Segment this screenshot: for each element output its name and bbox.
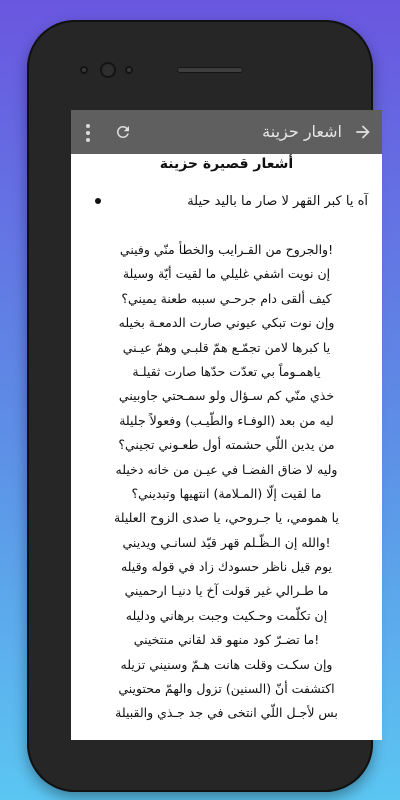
poem-content [71,154,382,740]
poem-line: كيف ألقى دام جرحـي سببه طعنة يميني؟ [121,290,332,306]
poem-lines [71,238,382,726]
poem-line: !والجروح من القـرايب والخطأ منّي وفيني [119,242,334,257]
poem-line: ما طـرالي غير قولت آخ يا دنيـا ارحميني [124,583,329,599]
poem-line: من يدين اللّي حشمته أول طعـوني تجيني؟ [118,437,335,453]
poem-line: ما لقيت إلّا (المـلامة) انتهيها وتبديني؟ [131,485,322,501]
phone-top-bezel [27,20,373,100]
poem-line: وليه لا ضاق الفضـا في عيـن من خانه دخيله [115,461,338,477]
poem-line: إن تكلّمت وحـكيت وجبت برهاني ودليله [125,607,328,623]
bullet-text: آه يا كبر القهر لا صار ما باليد حيلة [187,194,368,209]
poem-line: يوم قيل ناظر حسودك زاد في قوله وقيله [120,559,333,575]
more-vertical-icon[interactable] [85,124,91,142]
earpiece-speaker [177,67,243,73]
phone-frame [27,20,373,792]
sensor-icon [80,66,88,74]
app-toolbar [71,110,382,154]
arrow-right-icon[interactable] [353,122,373,142]
sensor-icon [125,66,133,74]
poem-line: إن نويت اشفي غليلي ما لقيت أيّة وسيلة [122,266,331,282]
page-title: أشعار قصيرة حزينة [159,156,294,172]
poem-line: يا همومي، يا جـروحي، يا صدى الزوح العليلة [114,510,339,526]
refresh-icon[interactable] [114,123,132,141]
poem-line: !ما تضـرّ كود منهو قد لقاني منتخيني [133,632,320,648]
poem-line: وإن نوت تبكي عيوني صارت الدمعـة بخيله [118,315,335,331]
poem-line: !والله إن الـظّـلم قهر قيّد لسانـي ويديني [122,534,331,550]
front-camera-icon [100,62,116,78]
poem-line: خذي منّي كم سـؤال ولو سمـحتي جاوبيني [118,388,335,404]
poem-line: اكتشفت أنّ (السنين) تزول والهمّ محتويني [118,681,335,697]
poem-line: يا كبرها لامن تجمّـع همّ قلبـي وهمّ عيـني [122,339,331,355]
poem-line: وإن سكـت وقلت هانت هـمّ وسنيني تزيله [120,656,333,672]
poem-line: ياهمـوماً بي تعدّت حدّها صارت ثقيلـة [132,363,321,379]
app-screen [71,110,382,740]
poem-line: بس لأجـل اللّي انتخى في جد جـذي والقبيلة [115,705,338,721]
app-title: اشعار حزينة [262,122,342,141]
poem-line: ليه من بعد (الوفـاء والطّيـب) وفعولاً جليلة [119,412,334,428]
